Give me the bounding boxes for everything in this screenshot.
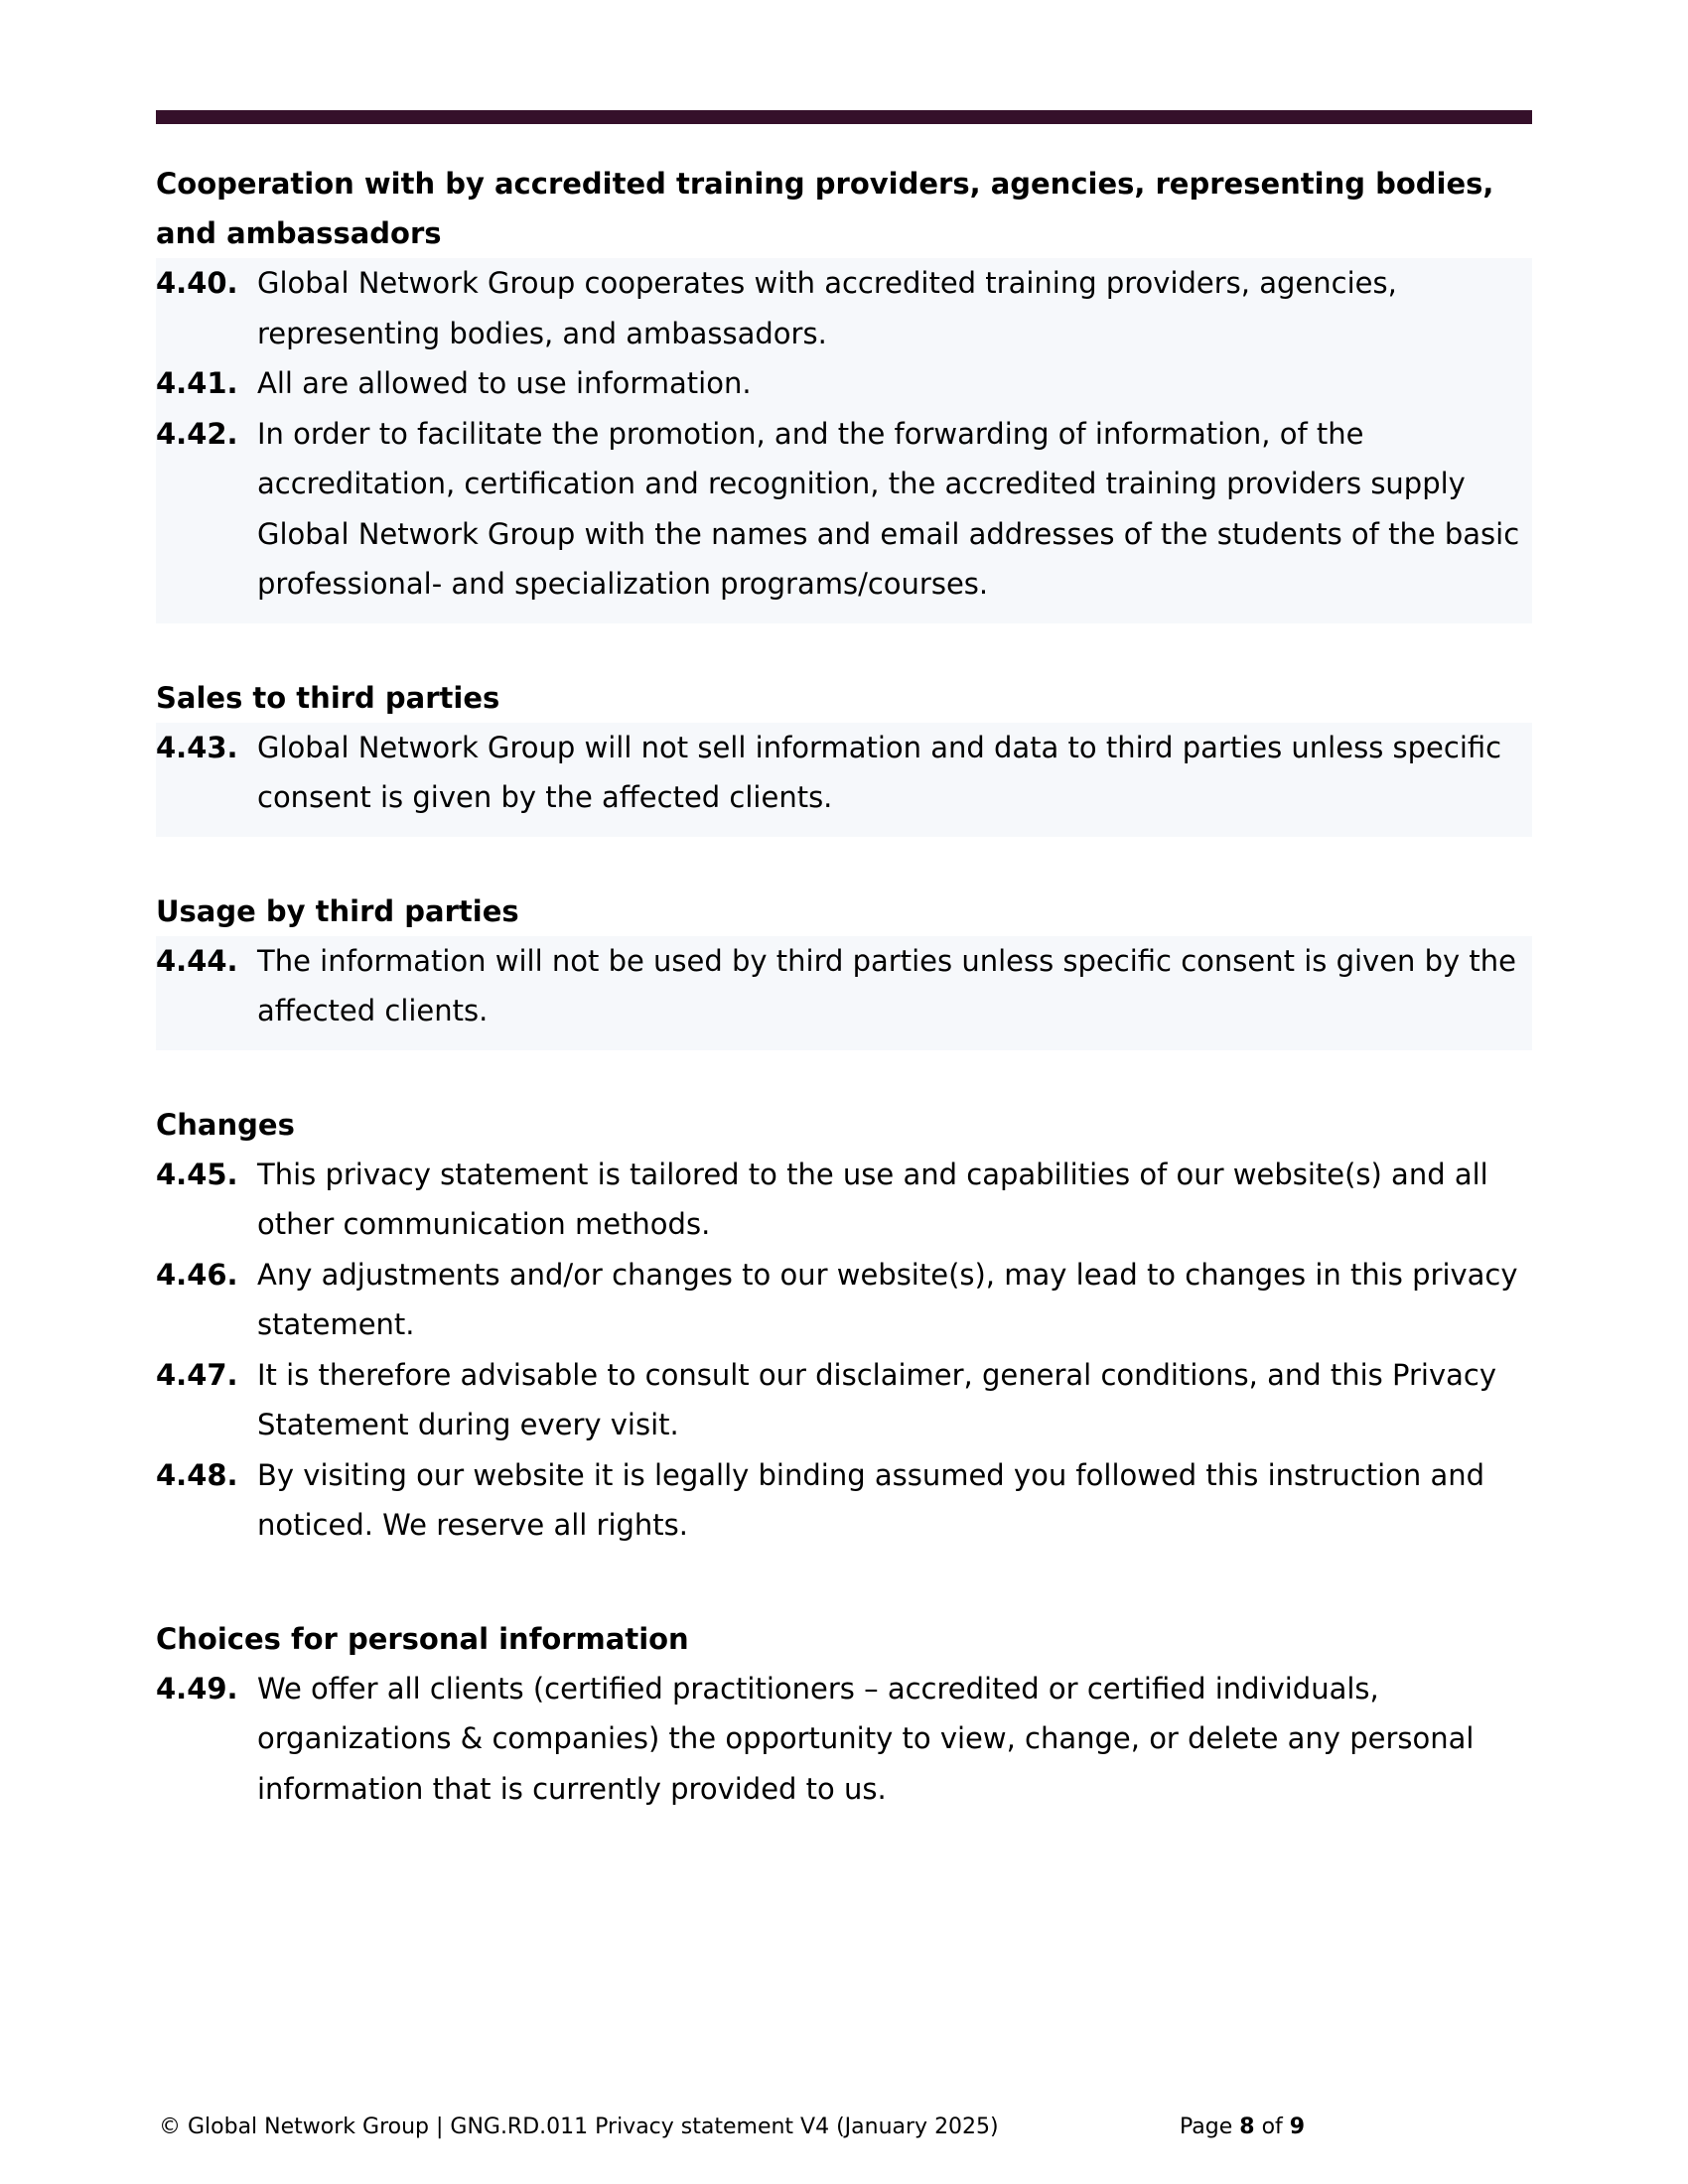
clause-text: All are allowed to use information. (257, 366, 752, 400)
clause-number: 4.46. (156, 1257, 238, 1292)
clause-number: 4.49. (156, 1671, 238, 1706)
footer-copyright: © Global Network Group | GNG.RD.011 Privacy statement V4 (January 2025) (159, 2115, 999, 2139)
clause-text: In order to facilitate the promotion, and the forwarding of information, of the accreditation, certification and recognition, the accredited training providers supply Global Network Group with the names and email addresses of the students of the basic professional- and specialization programs/courses. (257, 416, 1520, 601)
footer-page-number (1180, 2113, 1305, 2142)
clause-4-44 (156, 936, 1532, 1036)
section-heading: Changes (156, 1107, 295, 1142)
section-choices-personal-info (156, 1614, 1532, 1829)
section-usage-third-parties (156, 887, 1532, 1050)
clause-number: 4.47. (156, 1357, 238, 1392)
page-current: 8 (1239, 2115, 1255, 2139)
clause-4-42 (156, 409, 1532, 610)
clause-number: 4.45. (156, 1157, 238, 1191)
clause-block (156, 723, 1532, 837)
clause-4-49 (156, 1664, 1532, 1815)
page-total: 9 (1289, 2115, 1306, 2139)
section-heading: Usage by third parties (156, 893, 519, 928)
section-heading: Cooperation with by accredited training providers, agencies, representing bodies, and ambassadors (156, 167, 1494, 250)
page-word: Page (1180, 2115, 1233, 2139)
clause-text: Any adjustments and/or changes to our website(s), may lead to changes in this privacy statement. (257, 1257, 1518, 1341)
clause-4-45 (156, 1150, 1532, 1250)
clause-text: The information will not be used by third parties unless specific consent is given by the affected clients. (257, 943, 1517, 1027)
clause-text: By visiting our website it is legally binding assumed you followed this instruction and noticed. We reserve all rights. (257, 1457, 1485, 1542)
clause-text: Global Network Group will not sell information and data to third parties unless specific consent is given by the affected clients. (257, 730, 1502, 814)
clause-number: 4.48. (156, 1457, 238, 1492)
section-heading: Choices for personal information (156, 1621, 689, 1656)
clause-4-40 (156, 258, 1532, 358)
clause-4-43 (156, 723, 1532, 823)
clause-number: 4.41. (156, 366, 238, 400)
section-sales-third-parties (156, 673, 1532, 837)
section-changes (156, 1100, 1532, 1565)
section-cooperation (156, 159, 1532, 623)
clause-number: 4.43. (156, 730, 238, 764)
clause-4-41 (156, 358, 1532, 409)
clause-text: This privacy statement is tailored to the use and capabilities of our website(s) and all other communication methods. (257, 1157, 1488, 1241)
clause-text: We offer all clients (certified practitioners – accredited or certified individuals, organizations & companies) the opportunity to view, change, or delete any personal information that is currently provided to us. (257, 1671, 1475, 1806)
section-heading: Sales to third parties (156, 680, 500, 715)
clause-block (156, 258, 1532, 623)
clause-4-47 (156, 1350, 1532, 1450)
of-word: of (1261, 2115, 1283, 2139)
document-body (156, 159, 1532, 1828)
clause-number: 4.42. (156, 416, 238, 451)
clause-number: 4.44. (156, 943, 238, 978)
clause-4-46 (156, 1250, 1532, 1350)
clause-number: 4.40. (156, 266, 238, 300)
clause-text: It is therefore advisable to consult our disclaimer, general conditions, and this Privacy Statement during every visit. (257, 1357, 1496, 1441)
clause-block (156, 1150, 1532, 1565)
header-divider-bar (156, 110, 1532, 124)
clause-block (156, 936, 1532, 1050)
clause-4-48 (156, 1450, 1532, 1551)
clause-text: Global Network Group cooperates with accredited training providers, agencies, representing bodies, and ambassadors. (257, 266, 1397, 350)
clause-block (156, 1664, 1532, 1829)
